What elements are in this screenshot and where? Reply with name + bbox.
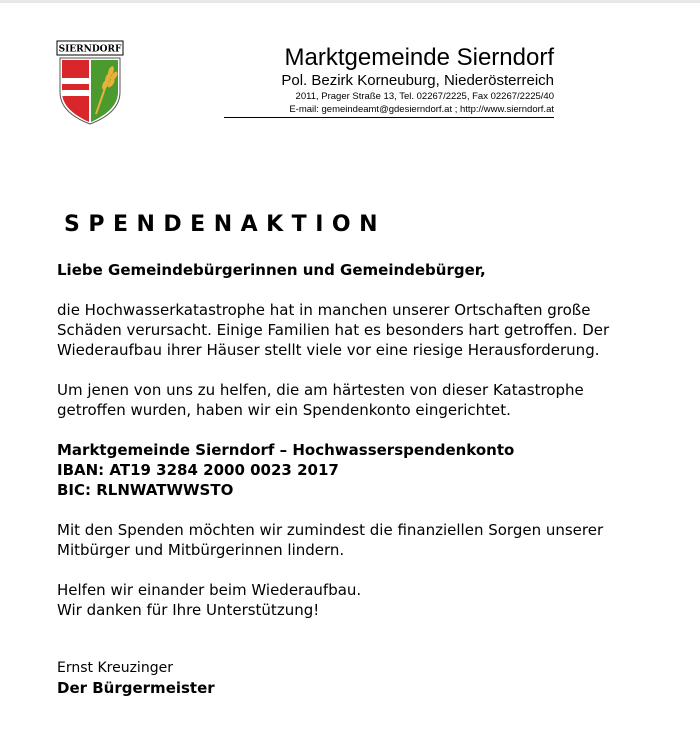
signer-title: Der Bürgermeister	[57, 679, 215, 697]
letterhead	[224, 44, 554, 118]
letterhead-underline	[224, 117, 554, 118]
document-title: SPENDENAKTION	[64, 212, 386, 237]
municipality-title: Marktgemeinde Sierndorf	[284, 44, 554, 71]
address-line: 2011, Prager Straße 13, Tel. 02267/2225, Fax 02267/2225/40	[295, 91, 554, 102]
district-subtitle: Pol. Bezirk Korneuburg, Niederösterreich	[281, 72, 554, 89]
salutation: Liebe Gemeindebürgerinnen und Gemeindebürger,	[57, 261, 486, 279]
account-name: Marktgemeinde Sierndorf – Hochwasserspendenkonto	[57, 441, 515, 459]
svg-text:SIERNDORF: SIERNDORF	[58, 44, 122, 55]
page-top-border	[0, 0, 700, 3]
closing-line-2: Wir danken für Ihre Unterstützung!	[57, 601, 320, 619]
paragraph-damage: die Hochwasserkatastrophe hat in manchen unserer Ortschaften große Schäden verursacht. Einige Familien hat es besonders hart getroffen. Der Wiederaufbau ihrer Häuser stellt viele vor eine riesige Herausforderung.	[57, 301, 610, 359]
paragraph-account-intro: Um jenen von uns zu helfen, die am härtesten von dieser Katastrophe getroffen wurden, haben wir ein Spendenkonto eingerichtet.	[57, 381, 584, 419]
contact-line: E-mail: gemeindeamt@gdesierndorf.at ; http://www.sierndorf.at	[289, 104, 554, 115]
letter-body	[57, 260, 647, 698]
signer-name: Ernst Kreuzinger	[57, 660, 173, 676]
closing-line-1: Helfen wir einander beim Wiederaufbau.	[57, 581, 362, 599]
account-iban: IBAN: AT19 3284 2000 0023 2017	[57, 461, 339, 479]
paragraph-purpose: Mit den Spenden möchten wir zumindest die finanziellen Sorgen unserer Mitbürger und Mitbürgerinnen lindern.	[57, 521, 604, 559]
account-bic: BIC: RLNWATWWSTO	[57, 481, 234, 499]
coat-of-arms-logo	[56, 40, 124, 126]
